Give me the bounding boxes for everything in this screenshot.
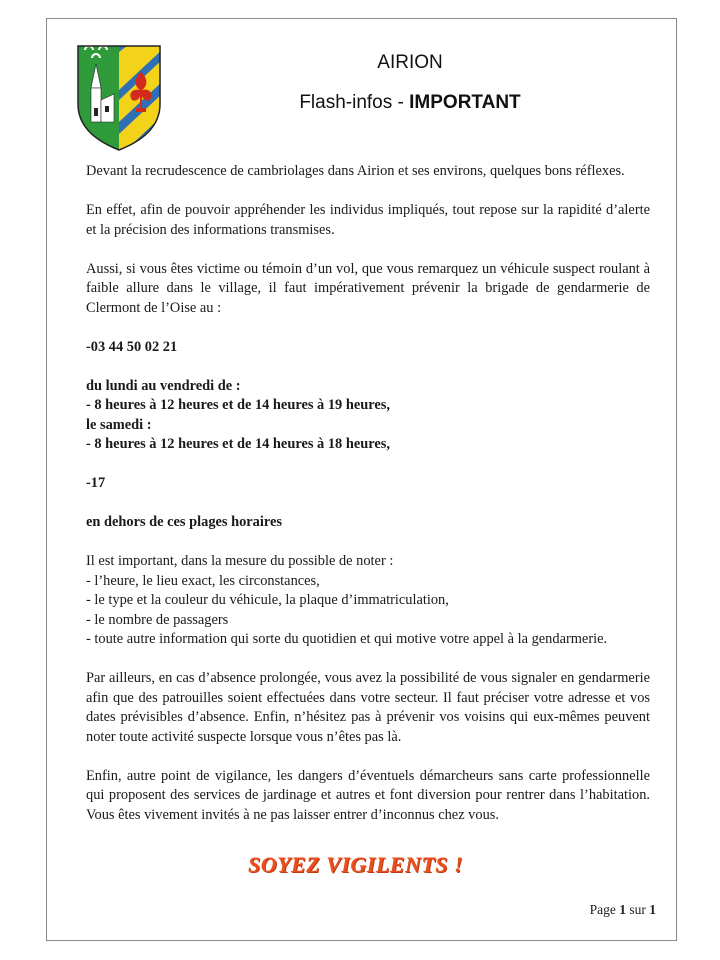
note-item: - le nombre de passagers bbox=[86, 611, 229, 628]
note-item: - le type et la couleur du véhicule, la plaque d’immatriculation, bbox=[86, 592, 449, 608]
note-item: - toute autre information qui sorte du quotidien et qui motive votre appel à la gendarmerie. bbox=[86, 631, 608, 647]
paragraph-absence: Par ailleurs, en cas d’absence prolongée, vous avez la possibilité de vous signaler en gendarmerie afin que des patrouilles soient effectuées dans votre secteur. Il faut préciser votre adresse et vos dates prévisibles d’absence. Enfin, n’hésitez pas à prévenir vos voisins qui eux-mêmes peuvent noter toute activité suspecte lorsque vous n’êtes pas là. bbox=[86, 670, 650, 745]
page-number bbox=[560, 902, 656, 918]
paragraph-report: Aussi, si vous êtes victime ou témoin d’un vol, que vous remarquez un véhicule suspect roulant à faible allure dans le village, il faut impérativement prévenir la brigade de gendarmerie de Clermont de l’Oise au : bbox=[86, 260, 650, 316]
page-word: Page bbox=[589, 902, 616, 917]
subtitle-plain: Flash-infos - bbox=[299, 92, 410, 113]
coat-of-arms-icon bbox=[74, 42, 164, 154]
saturday-label: le samedi : bbox=[86, 416, 152, 433]
emergency-number: -17 bbox=[86, 475, 106, 491]
note-intro: Il est important, dans la mesure du possible de noter : bbox=[86, 553, 394, 569]
gendarmerie-phone: -03 44 50 02 21 bbox=[86, 338, 178, 355]
paragraph-alert: En effet, afin de pouvoir appréhender les individus impliqués, tout repose sur la rapidité d’alerte et la précision des informations transmises. bbox=[86, 202, 650, 238]
paragraph-intro: Devant la recrudescence de cambriolages dans Airion et ses environs, quelques bons réflexes. bbox=[86, 163, 625, 179]
document-subtitle bbox=[260, 92, 560, 114]
page-total: 1 bbox=[649, 902, 656, 917]
page-current: 1 bbox=[619, 902, 626, 917]
weekdays-label: du lundi au vendredi de : bbox=[86, 377, 241, 394]
paragraph-vigilance: Enfin, autre point de vigilance, les dangers d’éventuels démarcheurs sans carte professionnelle qui proposent des services de jardinage et autres et font diversion pour rentrer dans l’habitation. Vous êtes vivement invités à ne pas laisser entrer d’inconnus chez vous. bbox=[86, 767, 650, 823]
document-body bbox=[86, 162, 650, 825]
commune-name: AIRION bbox=[377, 52, 443, 73]
slogan: SOYEZ VIGILENTS ! bbox=[248, 852, 464, 877]
saturday-hours: - 8 heures à 12 heures et de 14 heures à 18 heures, bbox=[86, 436, 390, 452]
emergency-note: en dehors de ces plages horaires bbox=[86, 514, 282, 530]
subtitle-important: IMPORTANT bbox=[409, 92, 521, 113]
note-item: - l’heure, le lieu exact, les circonstances, bbox=[86, 572, 320, 589]
page-sep: sur bbox=[629, 902, 646, 917]
weekdays-hours: - 8 heures à 12 heures et de 14 heures à 19 heures, bbox=[86, 397, 390, 413]
